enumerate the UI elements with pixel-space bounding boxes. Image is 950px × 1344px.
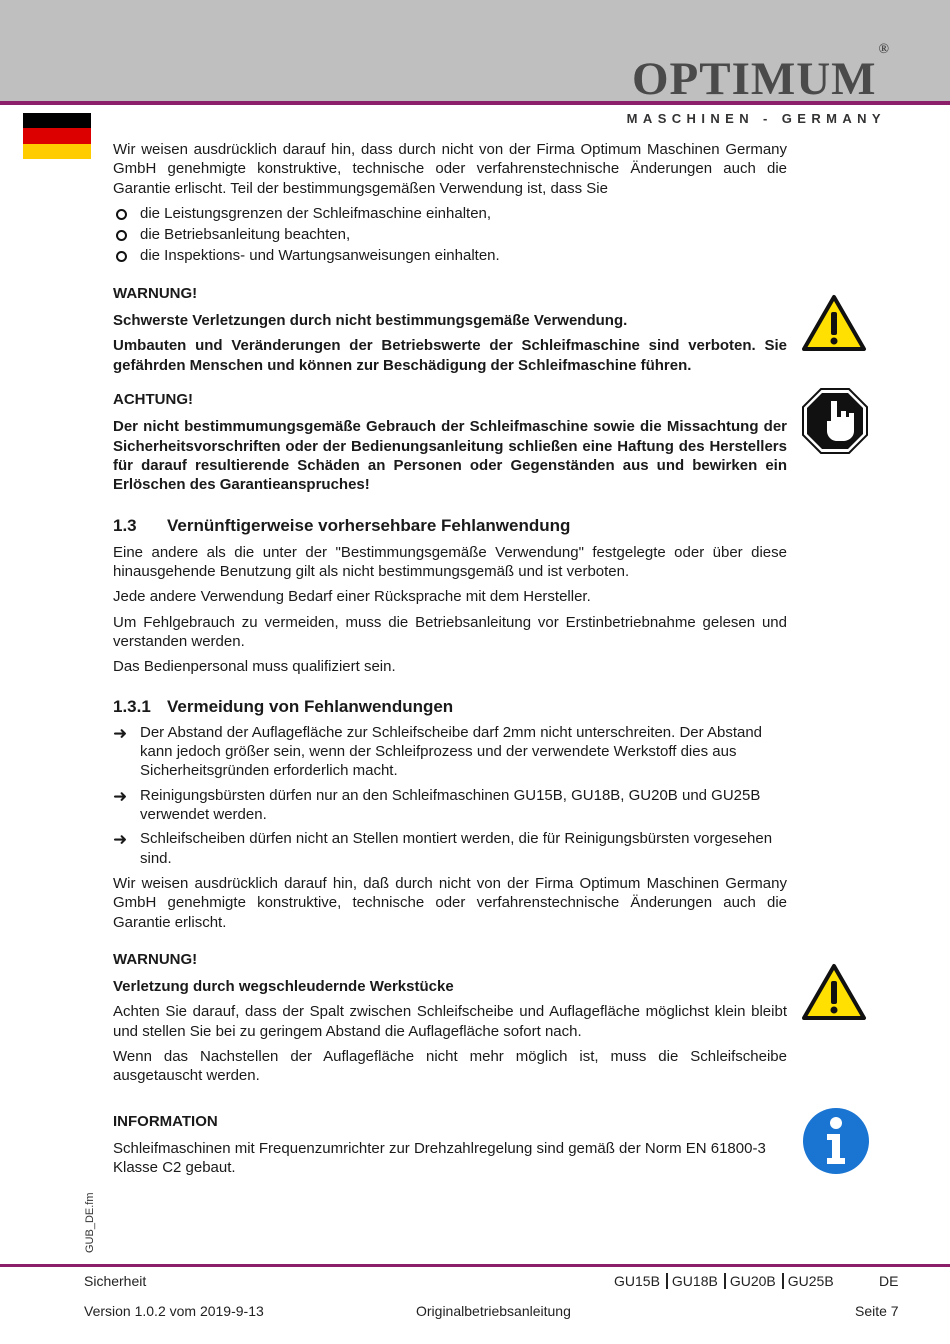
paragraph: Das Bedienpersonal muss qualifiziert sein. <box>113 658 396 676</box>
warning-title: Verletzung durch wegschleudernde Werkstücke <box>113 978 454 996</box>
model-label: GU20B <box>724 1273 776 1289</box>
intro-bullet-list <box>113 204 787 266</box>
information-label: INFORMATION <box>113 1112 218 1130</box>
list-item: die Betriebsanleitung beachten, <box>113 225 787 244</box>
warning-text: Umbauten und Veränderungen der Betriebswerte der Schleifmaschine sind verboten. Sie gefährden Menschen und können zur Beschädigung der Schleifmaschine führen. <box>113 337 787 374</box>
paragraph: Um Fehlgebrauch zu vermeiden, muss die Betriebsanleitung vor Erstinbetriebnahme gelesen und verstanden werden. <box>113 613 787 650</box>
paragraph: Eine andere als die unter der "Bestimmungsgemäße Verwendung" festgelegte oder über diese hinausgehende Benutzung gilt als nicht bestimmungsgemäß und ist verboten. <box>113 543 787 581</box>
paragraph: Wir weisen ausdrücklich darauf hin, daß durch nicht von der Firma Optimum Maschinen Germany GmbH genehmigte konstruktive, technische oder verfahrenstechnische Änderungen auch die Garantie erlischt. <box>113 874 787 931</box>
brand-tagline: MASCHINEN - GERMANY <box>626 111 886 126</box>
footer-document: Originalbetriebsanleitung <box>416 1303 571 1319</box>
information-text: Schleifmaschinen mit Frequenzumrichter zur Drehzahlregelung sind gemäß der Norm EN 61800-3 Klasse C2 gebaut. <box>113 1139 766 1177</box>
intro-paragraph: Wir weisen ausdrücklich darauf hin, dass durch nicht von der Firma Optimum Maschinen Germany GmbH genehmigte konstruktive, technische oder verfahrenstechnische Änderungen auch die Garantie erlischt. Teil der bestimmungsgemäßen Verwendung ist, dass Sie <box>113 141 787 197</box>
attention-label: ACHTUNG! <box>113 390 193 408</box>
list-item: ➜ Der Abstand der Auflagefläche zur Schleifscheibe darf 2mm nicht unterschreiten. Der Abstand kann jedoch größer sein, wenn der Schleifprozess und der verwendete Werkstoff dies aus Sicherheitsgründen erforderlich macht. <box>113 723 763 780</box>
side-file-label: GUB_DE.fm <box>84 1192 96 1253</box>
subsection-heading: 1.3.1 Vermeidung von Fehlanwendungen <box>113 696 454 716</box>
warning-label: WARNUNG! <box>113 950 198 968</box>
footer-language: DE <box>879 1273 899 1289</box>
information-icon <box>802 1107 870 1175</box>
arrow-list <box>113 723 787 868</box>
warning-label: WARNUNG! <box>113 284 198 302</box>
brand-logo: OPTIMUM® <box>631 42 890 105</box>
section-heading: 1.3 Vernünftigerweise vorhersehbare Fehlanwendung <box>113 516 571 536</box>
warning-title: Schwerste Verletzungen durch nicht bestimmungsgemäße Verwendung. <box>113 312 628 330</box>
arrow-right-icon: ➜ <box>113 723 128 743</box>
attention-text: Der nicht bestimmumungsgemäße Gebrauch der Schleifmaschine sowie die Missachtung der Sicherheitsvorschriften oder der Bedienungsanleitung schließen eine Haftung des Herstellers für darauf resultierende Schäden an Personen oder Gegenständen aus und bewirken ein Erlöschen des Garantieanspruches! <box>113 418 787 494</box>
model-label: GU18B <box>666 1273 718 1289</box>
arrow-right-icon: ➜ <box>113 786 128 806</box>
paragraph: Achten Sie darauf, dass der Spalt zwischen Schleifscheibe und Auflagefläche möglichst klein bleibt und stellen Sie bei zu geringem Abstand die Auflagefläche sofort nach. <box>113 1003 787 1040</box>
footer-page: Seite 7 <box>855 1303 899 1319</box>
footer-divider <box>0 1264 950 1267</box>
warning-triangle-icon <box>801 294 867 352</box>
list-item: ➜ Reinigungsbürsten dürfen nur an den Schleifmaschinen GU15B, GU18B, GU20B und GU25B verwendet werden. <box>113 786 761 824</box>
flag-germany-icon <box>23 113 91 159</box>
list-item: ➜ Schleifscheiben dürfen nicht an Stellen montiert werden, die für Reinigungsbürsten vorgesehen sind. <box>113 830 773 867</box>
footer-models <box>614 1273 834 1289</box>
model-label: GU15B <box>614 1273 660 1289</box>
footer-version: Version 1.0.2 vom 2019-9-13 <box>84 1303 264 1319</box>
arrow-right-icon: ➜ <box>113 830 128 850</box>
list-item: die Leistungsgrenzen der Schleifmaschine einhalten, <box>113 204 787 223</box>
footer-section: Sicherheit <box>84 1273 147 1289</box>
paragraph: Jede andere Verwendung Bedarf einer Rücksprache mit dem Hersteller. <box>113 588 591 606</box>
stop-hand-icon <box>801 387 869 455</box>
model-label: GU25B <box>782 1273 834 1289</box>
list-item: die Inspektions- und Wartungsanweisungen einhalten. <box>113 246 787 265</box>
paragraph: Wenn das Nachstellen der Auflagefläche nicht mehr möglich ist, muss die Schleifscheibe ausgetauscht werden. <box>113 1047 787 1085</box>
main-content <box>113 140 787 1183</box>
warning-triangle-icon <box>801 963 867 1021</box>
